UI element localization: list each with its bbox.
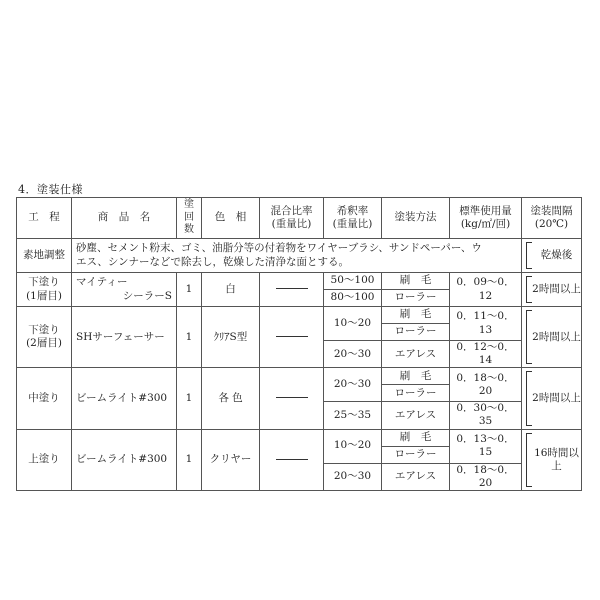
row2-method-a: 刷 毛 [382,307,450,324]
row4-usage-a: 0．13〜0．15 [450,429,522,463]
header-interval-line1: 塗装間隔 [530,204,573,217]
row4-method-a: 刷 毛 [382,429,450,446]
row3-mix [260,368,324,429]
row2-product: SHサーフェーサー [72,307,177,368]
row1-mix [260,273,324,307]
surface-prep-row [17,239,582,273]
header-coats-text: 塗回数 [184,199,194,236]
header-usage-line1: 標準使用量 [459,204,512,217]
surface-prep-line2: エス、シンナーなどで除去し，乾燥した清浄な面とする。 [76,255,350,268]
row1-product-line2: シーラーS [122,289,172,302]
row1-method-b: ローラー [382,290,450,307]
row1-usage: 0．09〜0．12 [450,273,522,307]
row1-color: 白 [202,273,260,307]
row1-coats: 1 [177,273,202,307]
surface-prep-line1: 砂塵、セメント粉末、ゴミ、油脂分等の付着物をワイヤーブラシ、サンドペーパー、ウ [76,242,482,255]
row1-interval-text: 2時間以上 [532,282,581,295]
row3-method-c: エアレス [382,402,450,429]
header-mix-ratio-line1: 混合比率 [270,204,313,217]
row4-method-c: エアレス [382,463,450,490]
row3-coats: 1 [177,368,202,429]
header-dilution-line1: 希釈率 [336,204,369,217]
table-row [17,307,582,324]
row3-product: ビームライト#300 [72,368,177,429]
header-dilution-line2: (重量比) [332,218,373,230]
row2-color: ｸﾘｱS型 [202,307,260,368]
row4-mix [260,429,324,490]
header-usage [450,198,522,239]
row1-dilution-b: 80〜100 [324,290,382,307]
row2-interval-text: 2時間以上 [532,330,581,343]
header-process: 工 程 [17,198,72,239]
section-title: 4．塗装仕様 [18,183,83,196]
header-mix-ratio [260,198,324,239]
dash-line [276,288,308,289]
row3-interval [522,368,582,429]
interval-bracket [526,433,532,487]
row3-usage-b: 0．30〜0．35 [450,402,522,429]
row3-usage-a: 0．18〜0．20 [450,368,522,402]
header-color: 色 相 [202,198,260,239]
row4-interval [522,429,582,490]
surface-prep-text [72,239,522,273]
interval-bracket [526,242,532,269]
row1-process-line2: (1層目) [26,289,62,302]
header-product: 商 品 名 [72,198,177,239]
row4-interval-text: 16時間以上 [534,446,579,472]
row2-method-b: ローラー [382,324,450,341]
interval-bracket [526,276,532,303]
dash-line [276,459,308,460]
row4-coats: 1 [177,429,202,490]
row3-process: 中塗り [17,368,72,429]
table-row [17,273,582,290]
interval-bracket [526,310,532,364]
row1-process [17,273,72,307]
row1-method-a: 刷 毛 [382,273,450,290]
header-interval [522,198,582,239]
surface-prep-label: 素地調整 [17,239,72,273]
row1-process-line1: 下塗り [28,276,60,289]
row2-method-c: エアレス [382,341,450,368]
row2-process-line1: 下塗り [28,324,60,336]
row3-interval-text: 2時間以上 [532,391,581,404]
row1-interval [522,273,582,307]
row4-process: 上塗り [17,429,72,490]
row2-process-line2: (2層目) [26,337,62,350]
row2-dilution-a: 10〜20 [324,307,382,341]
row2-coats: 1 [177,307,202,368]
table-header-row [17,198,582,239]
surface-prep-interval-text: 乾燥後 [540,248,573,261]
row3-method-a: 刷 毛 [382,368,450,385]
row4-dilution-a: 10〜20 [324,429,382,463]
table-row [17,429,582,446]
row1-dilution-a: 50〜100 [324,273,382,290]
row2-usage-b: 0．12〜0．14 [450,341,522,368]
row4-color: クリヤー [202,429,260,490]
dash-line [276,336,308,337]
row4-product: ビームライト#300 [72,429,177,490]
header-usage-line2: (kg/㎡/回) [460,218,511,230]
interval-bracket [526,371,532,425]
row3-color: 各 色 [202,368,260,429]
row3-dilution-b: 25〜35 [324,402,382,429]
row2-interval [522,307,582,368]
row3-method-b: ローラー [382,385,450,402]
header-method: 塗装方法 [382,198,450,239]
row1-product [72,273,177,307]
painting-spec-table [16,197,582,491]
header-mix-ratio-line2: (重量比) [271,218,312,230]
row2-usage-a: 0．11〜0．13 [450,307,522,341]
header-interval-line2: (20℃) [534,218,569,230]
row4-dilution-b: 20〜30 [324,463,382,490]
row2-mix [260,307,324,368]
surface-prep-interval [522,239,582,273]
row4-method-b: ローラー [382,446,450,463]
header-dilution [324,198,382,239]
row4-usage-b: 0．18〜0．20 [450,463,522,490]
dash-line [276,397,308,398]
row2-dilution-b: 20〜30 [324,341,382,368]
row3-dilution-a: 20〜30 [324,368,382,402]
table-row [17,368,582,385]
row1-product-line1: マイティー [76,276,128,289]
row2-process [17,307,72,368]
header-coats [177,198,202,239]
